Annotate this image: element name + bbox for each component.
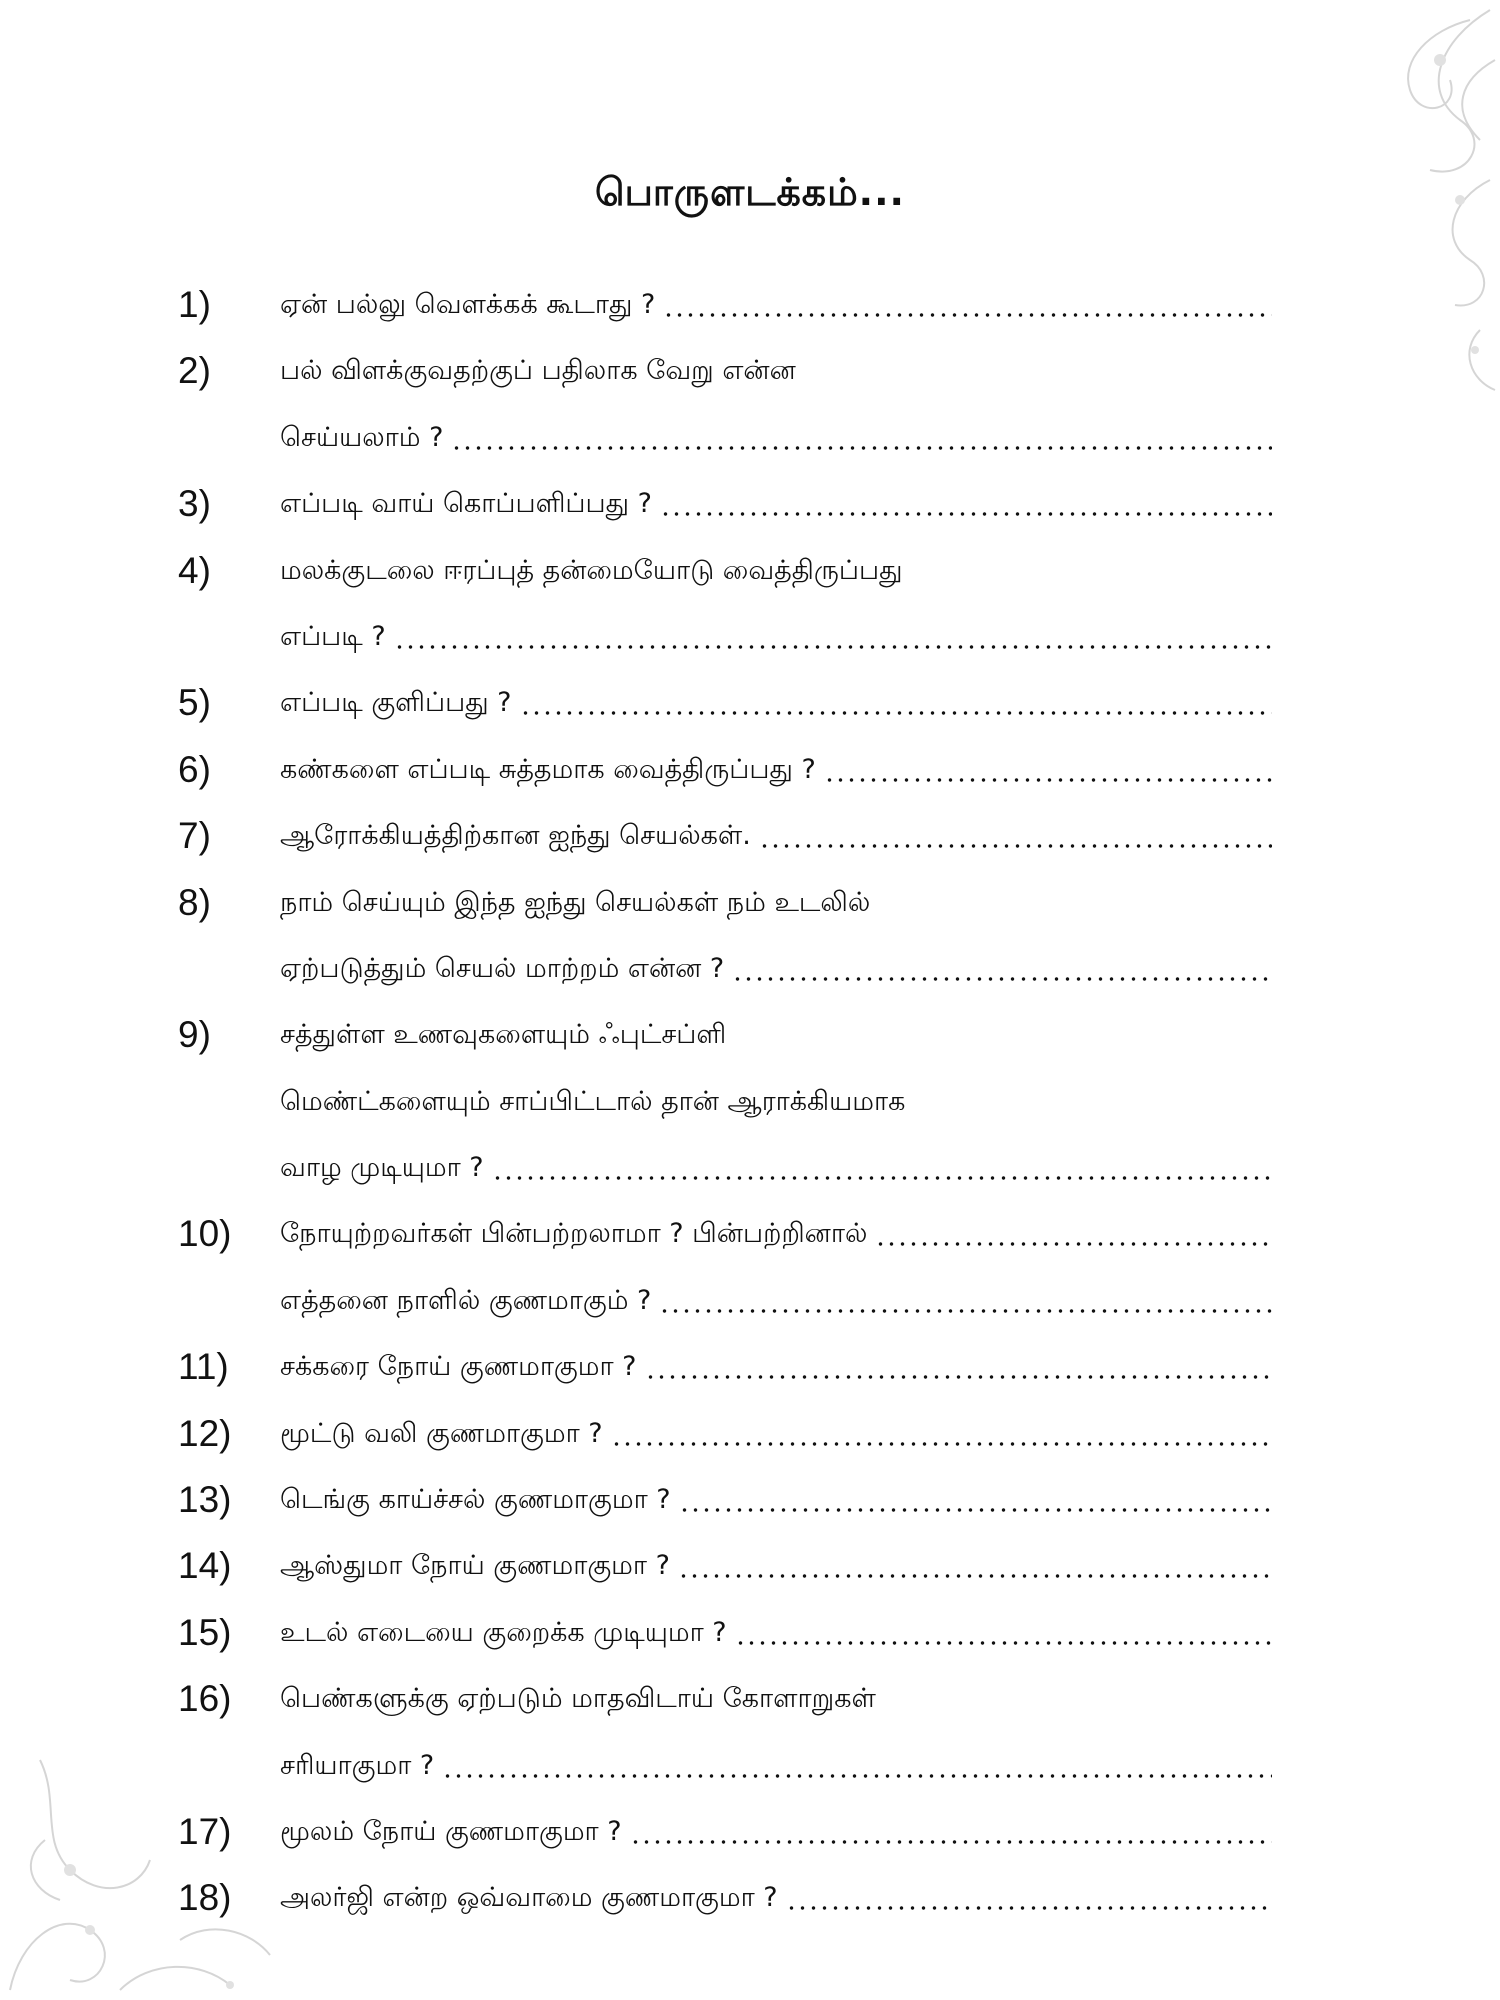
toc-title: பெண்களுக்கு ஏற்படும் மாதவிடாய் கோளாறுகள் — [280, 1683, 876, 1715]
toc-title-line — [280, 1606, 1272, 1660]
toc-title-line — [280, 1141, 1272, 1195]
toc-title-line — [280, 1340, 1272, 1394]
toc-entry — [0, 809, 1500, 875]
toc-line — [0, 1340, 1500, 1406]
toc-entry — [0, 278, 1500, 344]
toc-title: பல் விளக்குவதற்குப் பதிலாக வேறு என்ன — [280, 355, 796, 387]
toc-title: கண்களை எப்படி சுத்தமாக வைத்திருப்பது ? — [280, 753, 816, 785]
toc-title: மெண்ட்களையும் சாப்பிட்டால் தான் ஆராக்கியமாக — [280, 1085, 906, 1117]
toc-line — [0, 1871, 1500, 1937]
toc-number: 3) — [178, 483, 211, 525]
toc-title-line — [280, 278, 1272, 332]
dot-leader — [611, 1441, 1272, 1447]
toc-line — [0, 344, 1500, 410]
toc-line — [0, 544, 1500, 610]
toc-title-line — [280, 1075, 1272, 1129]
toc-line — [0, 610, 1500, 676]
toc-line — [0, 1407, 1500, 1473]
toc-number: 14) — [178, 1545, 232, 1587]
dot-leader — [492, 1175, 1272, 1181]
toc-title-line — [280, 809, 1272, 863]
toc-line — [0, 1075, 1500, 1141]
toc-number: 5) — [178, 682, 211, 724]
toc-title: ஏன் பல்லு வெளக்கக் கூடாது ? — [280, 289, 656, 320]
toc-entry — [0, 676, 1500, 742]
toc-title-line — [280, 1672, 1272, 1726]
toc-entry — [0, 1407, 1500, 1473]
toc-title: ஏற்படுத்தும் செயல் மாற்றம் என்ன ? — [280, 952, 725, 984]
toc-title: மூட்டு வலி குணமாகுமா ? — [280, 1417, 603, 1449]
toc-entry — [0, 1539, 1500, 1605]
toc-line — [0, 1539, 1500, 1605]
toc-number: 11) — [178, 1346, 229, 1388]
toc-line — [0, 278, 1500, 344]
toc-line — [0, 477, 1500, 543]
toc-number: 15) — [178, 1611, 232, 1653]
dot-leader — [678, 1573, 1272, 1579]
toc-line — [0, 809, 1500, 875]
toc-title-line — [280, 1407, 1272, 1461]
toc-line — [0, 876, 1500, 942]
toc-title-line — [280, 942, 1272, 996]
toc-line — [0, 942, 1500, 1008]
toc-number: 17) — [178, 1810, 232, 1852]
toc-title-line — [280, 1871, 1272, 1925]
toc-entry — [0, 477, 1500, 543]
toc-title: டெங்கு காய்ச்சல் குணமாகுமா ? — [280, 1484, 671, 1516]
dot-leader — [442, 1773, 1272, 1779]
dot-leader — [732, 976, 1272, 982]
toc-line — [0, 1008, 1500, 1074]
toc-title: ஆஸ்துமா நோய் குணமாகுமா ? — [280, 1550, 670, 1582]
toc-title: நாம் செய்யும் இந்த ஐந்து செயல்கள் நம் உடலில் — [280, 886, 871, 918]
toc-title-line — [280, 1473, 1272, 1527]
toc-line — [0, 1207, 1500, 1273]
toc-entry — [0, 1207, 1500, 1340]
toc-title: எத்தனை நாளில் குணமாகும் ? — [280, 1284, 652, 1316]
dot-leader — [735, 1640, 1272, 1646]
dot-leader — [875, 1241, 1272, 1247]
toc-number: 6) — [178, 748, 211, 790]
dot-leader — [786, 1905, 1272, 1911]
toc-line — [0, 1739, 1500, 1805]
toc-title-line — [280, 1539, 1272, 1593]
toc-entry — [0, 1805, 1500, 1871]
toc-entry — [0, 1340, 1500, 1406]
toc-title-line — [280, 477, 1272, 531]
dot-leader — [659, 1308, 1272, 1314]
toc-entry — [0, 1473, 1500, 1539]
toc-title-line — [280, 411, 1272, 465]
dot-leader — [663, 312, 1272, 318]
toc-number: 16) — [178, 1678, 232, 1720]
toc-title-line — [280, 544, 1272, 598]
toc-number: 10) — [178, 1213, 232, 1255]
toc-title: ஆரோக்கியத்திற்கான ஐந்து செயல்கள். — [280, 820, 751, 852]
toc-line — [0, 1805, 1500, 1871]
page-title: பொருளடக்கம்... — [595, 170, 905, 214]
toc-title: மலக்குடலை ஈரப்புத் தன்மையோடு வைத்திருப்பது — [280, 554, 903, 586]
toc-title: உடல் எடையை குறைக்க முடியுமா ? — [280, 1616, 727, 1648]
toc-line — [0, 411, 1500, 477]
toc-entry — [0, 1672, 1500, 1805]
toc-line — [0, 1274, 1500, 1340]
toc-title-line — [280, 876, 1272, 930]
toc-entry — [0, 1871, 1500, 1937]
toc-title: எப்படி ? — [280, 620, 386, 652]
toc-title-line — [280, 1805, 1272, 1859]
toc-number: 1) — [178, 284, 211, 325]
dot-leader — [520, 710, 1272, 716]
toc-line — [0, 1606, 1500, 1672]
toc-title: சத்துள்ள உணவுகளையும் ஃபுட்சப்ளி — [280, 1019, 727, 1051]
toc-line — [0, 676, 1500, 742]
toc-number: 12) — [178, 1412, 232, 1454]
toc-entry — [0, 1008, 1500, 1207]
toc-title: அலர்ஜி என்ற ஒவ்வாமை குணமாகுமா ? — [280, 1882, 778, 1914]
toc-title: சக்கரை நோய் குணமாகுமா ? — [280, 1351, 637, 1383]
toc-number: 13) — [178, 1479, 232, 1521]
toc-title: மூலம் நோய் குணமாகுமா ? — [280, 1815, 622, 1847]
dot-leader — [630, 1839, 1272, 1845]
dot-leader — [451, 445, 1272, 451]
toc-number: 2) — [178, 350, 211, 392]
dot-leader — [759, 843, 1272, 849]
toc-entry — [0, 1606, 1500, 1672]
toc-title-line — [280, 676, 1272, 730]
toc-entry — [0, 743, 1500, 809]
dot-leader — [679, 1507, 1272, 1513]
toc-title-line — [280, 743, 1272, 797]
dot-leader — [824, 777, 1272, 783]
toc-entry — [0, 544, 1500, 677]
toc-title: சரியாகுமா ? — [280, 1749, 435, 1781]
toc-number: 9) — [178, 1014, 211, 1056]
toc-entry — [0, 876, 1500, 1009]
toc-title-line — [280, 1207, 1272, 1261]
toc-entry — [0, 344, 1500, 477]
dot-leader — [660, 511, 1272, 517]
toc-title: நோயுற்றவர்கள் பின்பற்றலாமா ? பின்பற்றினால் — [280, 1218, 868, 1250]
toc-title: செய்யலாம் ? — [280, 421, 444, 453]
toc-line — [0, 1672, 1500, 1738]
toc-title-line — [280, 1739, 1272, 1793]
toc-title-line — [280, 610, 1272, 664]
dot-leader — [645, 1374, 1272, 1380]
toc-title: வாழ முடியுமா ? — [280, 1152, 484, 1184]
toc-number: 8) — [178, 881, 211, 923]
toc-line — [0, 743, 1500, 809]
toc-number: 4) — [178, 549, 211, 591]
toc-line — [0, 1473, 1500, 1539]
dot-leader — [394, 644, 1272, 650]
toc-title-line — [280, 344, 1272, 398]
table-of-contents — [0, 278, 1500, 1938]
toc-title-line — [280, 1274, 1272, 1328]
toc-number: 18) — [178, 1877, 232, 1919]
toc-title: எப்படி குளிப்பது ? — [280, 687, 512, 719]
toc-number: 7) — [178, 815, 211, 857]
toc-title-line — [280, 1008, 1272, 1062]
toc-line — [0, 1141, 1500, 1207]
toc-title: எப்படி வாய் கொப்பளிப்பது ? — [280, 488, 652, 520]
